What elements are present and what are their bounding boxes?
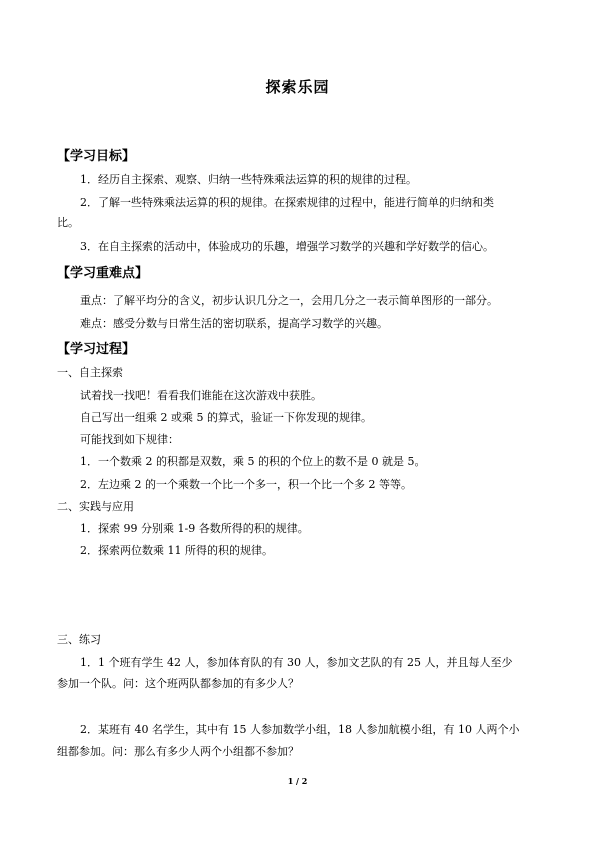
part1-line-1: 试着找一找吧！看看我们谁能在这次游戏中获胜。	[80, 389, 322, 402]
section-heading-goals: 【学习目标】	[57, 149, 136, 164]
part2-line-1: 1．探索 99 分别乘 1-9 各数所得的积的规律。	[80, 522, 309, 535]
page-number: 1 / 2	[287, 776, 308, 786]
part1-line-5: 2．左边乘 2 的一个乘数一个比一个多一，积一个比一个多 2 等等。	[80, 478, 412, 491]
exercise-2-line-1: 2．某班有 40 名学生，其中有 15 人参加数学小组，18 人参加航模小组，有 10 人两个小	[80, 723, 520, 736]
part2-line-2: 2．探索两位数乘 11 所得的积的规律。	[80, 544, 273, 557]
part1-line-2: 自己写出一组乘 2 或乘 5 的算式，验证一下你发现的规律。	[80, 411, 372, 424]
section-heading-process: 【学习过程】	[57, 342, 136, 357]
keypoint-item-2: 难点：感受分数与日常生活的密切联系，提高学习数学的兴趣。	[80, 317, 388, 330]
page-title: 探索乐园	[265, 78, 330, 96]
part1-heading: 一、自主探索	[57, 366, 123, 379]
part3-heading: 三、练习	[57, 633, 101, 646]
keypoint-item-1: 重点：了解平均分的含义，初步认识几分之一，会用几分之一表示简单图形的一部分。	[80, 294, 498, 307]
part1-line-4: 1．一个数乘 2 的积都是双数，乘 5 的积的个位上的数不是 0 就是 5。	[80, 455, 426, 468]
exercise-1-line-2: 参加一个队。问：这个班两队都参加的有多少人？	[57, 677, 299, 690]
part1-line-3: 可能找到如下规律：	[80, 433, 179, 446]
goal-item-2-cont: 比。	[57, 216, 79, 229]
section-heading-keypoints: 【学习重难点】	[57, 266, 149, 281]
exercise-2-line-2: 组都参加。问：那么有多少人两个小组都不参加？	[57, 745, 299, 758]
goal-item-3: 3．在自主探索的活动中，体验成功的乐趣，增强学习数学的兴趣和学好数学的信心。	[80, 240, 494, 253]
goal-item-1: 1．经历自主探索、观察、归纳一些特殊乘法运算的积的规律的过程。	[80, 173, 417, 186]
exercise-1-line-1: 1．1 个班有学生 42 人，参加体育队的有 30 人，参加文艺队的有 25 人，并且每人至少	[80, 656, 513, 669]
goal-item-2: 2．了解一些特殊乘法运算的积的规律。在探索规律的过程中，能进行简单的归纳和类	[80, 196, 494, 209]
part2-heading: 二、实践与应用	[57, 500, 134, 513]
